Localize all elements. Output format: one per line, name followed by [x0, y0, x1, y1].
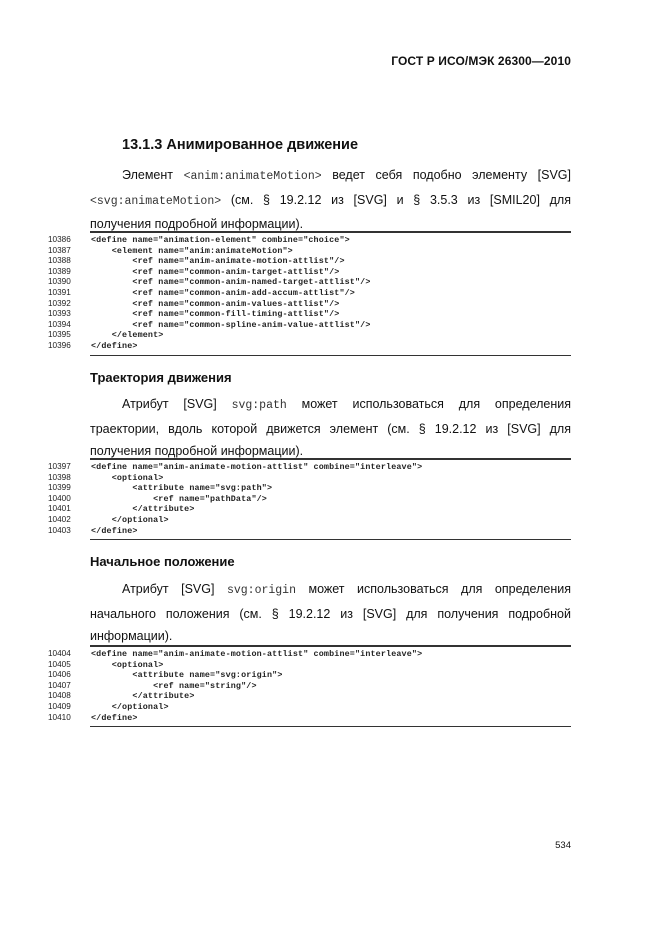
line-number: 10402 [48, 515, 71, 524]
code-text: <ref name="common-spline-anim-value-attlist"/> [91, 319, 371, 330]
code-text: <ref name="common-anim-values-attlist"/> [91, 298, 340, 309]
code-text: <define name="animation-element" combine="choice"> [91, 235, 350, 245]
code-text: </optional> [91, 702, 169, 712]
code-text: <define name="anim-animate-motion-attlist" combine="interleave"> [91, 462, 423, 472]
code-text: <attribute name="svg:path"> [91, 483, 273, 494]
initial-position-line-1: Атрибут [SVG] svg:origin может использоваться для определения [122, 582, 571, 597]
line-number: 10398 [48, 472, 71, 482]
code-text: <ref name="common-anim-target-attlist"/> [91, 266, 340, 277]
page-number: 534 [555, 840, 571, 851]
subheading-trajectory: Траектория движения [90, 370, 232, 385]
trajectory-paragraph [90, 393, 571, 463]
document-header: ГОСТ Р ИСО/МЭК 26300—2010 [391, 54, 571, 68]
section-heading: 13.1.3 Анимированное движение [122, 137, 359, 153]
line-number: 10408 [48, 691, 71, 701]
listing-bottom-rule [90, 726, 571, 727]
code-text: <ref name="common-fill-timing-attlist"/> [91, 309, 340, 320]
trajectory-line-3: получения подробной информации). [90, 444, 304, 459]
code-text: <ref name="pathData"/> [91, 493, 267, 504]
line-number: 10404 [48, 649, 71, 658]
line-number: 10395 [48, 330, 71, 340]
listing-bottom-rule [90, 355, 571, 356]
listing-top-rule [90, 645, 571, 647]
code-text: <ref name="common-anim-named-target-attlist"/> [91, 277, 371, 288]
code-text: </define> [91, 341, 138, 351]
code-text: <element name="anim:animateMotion"> [91, 245, 293, 256]
code-text: <define name="anim-animate-motion-attlist" combine="interleave"> [91, 649, 423, 659]
subheading-initial-position: Начальное положение [90, 554, 235, 569]
code-text: <ref name="common-anim-add-accum-attlist"/> [91, 288, 355, 298]
code-text: <optional> [91, 659, 164, 670]
code-text: <ref name="string"/> [91, 680, 257, 691]
initial-position-line-2: начального положения (см. § 19.2.12 из [SVG] для получения подробной [90, 606, 571, 621]
code-text: </define> [91, 712, 138, 723]
intro-line-1: Элемент <anim:animateMotion> ведет себя подобно элементу [SVG] [122, 168, 571, 183]
line-number: 10405 [48, 659, 71, 669]
listing-bottom-rule [90, 539, 571, 540]
listing-top-rule [90, 458, 571, 460]
listing-top-rule [90, 231, 571, 233]
line-number: 10396 [48, 341, 71, 350]
intro-paragraph [90, 164, 571, 236]
code-text: </define> [91, 525, 138, 536]
line-number: 10407 [48, 680, 71, 690]
line-number: 10389 [48, 266, 71, 276]
trajectory-line-2: траектории, вдоль которой движется элемент (см. § 19.2.12 из [SVG] для [90, 421, 571, 436]
line-number: 10390 [48, 277, 71, 287]
code-text: <ref name="anim-animate-motion-attlist"/> [91, 256, 345, 267]
line-number: 10401 [48, 504, 71, 514]
line-number: 10397 [48, 462, 71, 471]
line-number: 10403 [48, 525, 71, 535]
intro-line-3: получения подробной информации). [90, 217, 304, 232]
line-number: 10393 [48, 309, 71, 319]
line-number: 10409 [48, 702, 71, 711]
code-text: </optional> [91, 515, 169, 525]
line-number: 10386 [48, 235, 71, 244]
code-text: <attribute name="svg:origin"> [91, 670, 283, 681]
code-text: </attribute> [91, 691, 195, 702]
intro-line-2: <svg:animateMotion> (см. § 19.2.12 из [SVG] и § 3.5.3 из [SMIL20] для [90, 192, 571, 208]
line-number: 10388 [48, 256, 71, 266]
code-text: </attribute> [91, 504, 195, 515]
line-number: 10392 [48, 298, 71, 308]
line-number: 10387 [48, 245, 71, 255]
code-text: </element> [91, 330, 164, 341]
initial-position-paragraph [90, 578, 571, 648]
initial-position-line-3: информации). [90, 629, 173, 644]
trajectory-line-1: Атрибут [SVG] svg:path может использоваться для определения [122, 397, 572, 412]
line-number: 10400 [48, 493, 71, 503]
line-number: 10394 [48, 319, 71, 329]
line-number: 10406 [48, 670, 71, 680]
code-text: <optional> [91, 472, 164, 483]
line-number: 10391 [48, 288, 71, 297]
line-number: 10410 [48, 712, 71, 722]
line-number: 10399 [48, 483, 71, 493]
